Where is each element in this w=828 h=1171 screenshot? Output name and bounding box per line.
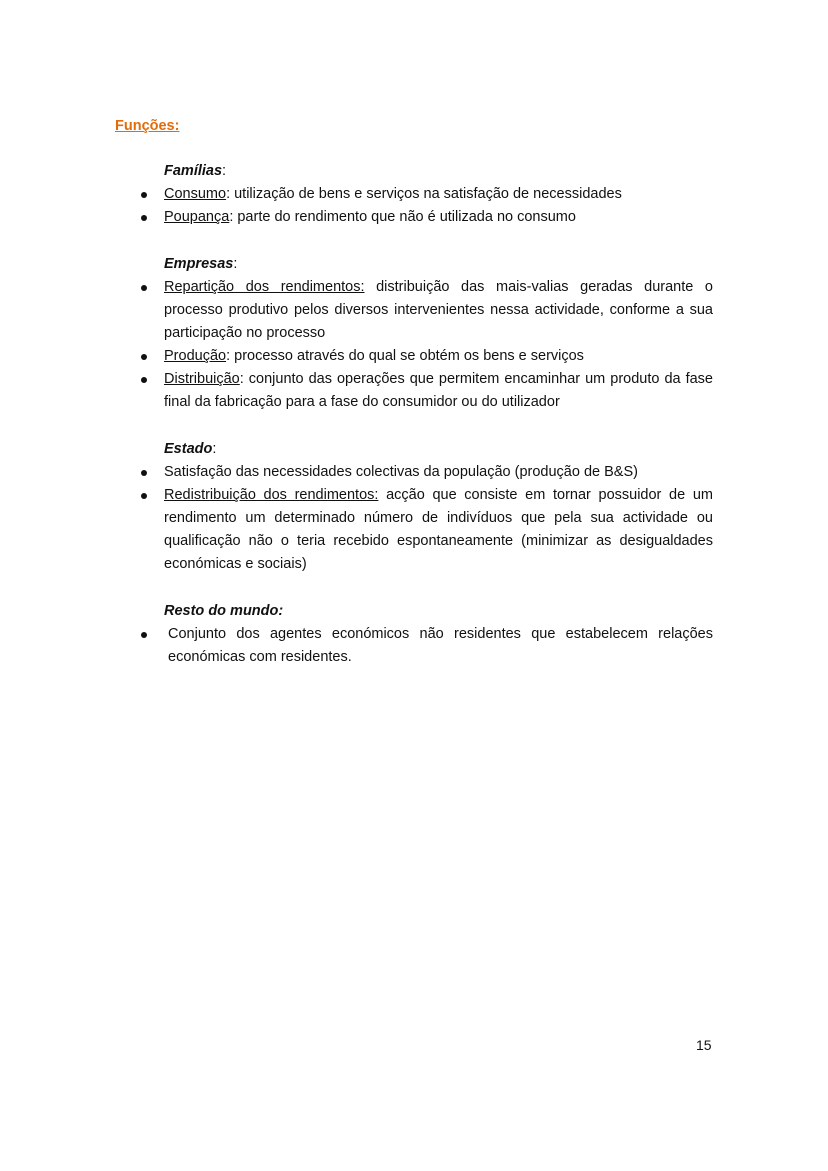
heading-empresas: Empresas: <box>164 256 238 272</box>
list-item: Satisfação das necessidades colectivas da população (produção de B&S) <box>138 461 713 484</box>
bullet-icon <box>141 192 147 198</box>
list-item: Produção: processo através do qual se obtém os bens e serviços <box>138 345 713 368</box>
bullet-icon <box>141 493 147 499</box>
list-item: Repartição dos rendimentos: distribuição das mais-valias geradas durante o processo produtivo pelos diversos intervenientes nessa actividade, conforme a sua participação no processo <box>138 276 713 345</box>
list-item: Poupança: parte do rendimento que não é utilizada no consumo <box>138 206 713 229</box>
section-estado <box>138 438 713 576</box>
heading-resto-do-mundo: Resto do mundo: <box>164 603 284 619</box>
list-item: Consumo: utilização de bens e serviços na satisfação de necessidades <box>138 183 713 206</box>
list-item: Distribuição: conjunto das operações que permitem encaminhar um produto da fase final da fabricação para a fase do consumidor ou do utilizador <box>138 368 713 414</box>
bullet-icon <box>141 285 147 291</box>
heading-familias: Famílias: <box>164 163 227 179</box>
list-item: Conjunto dos agentes económicos não residentes que estabelecem relações económicas com residentes. <box>138 623 713 669</box>
bullet-icon <box>141 632 147 638</box>
section-empresas <box>138 253 713 414</box>
bullet-icon <box>141 377 147 383</box>
heading-estado: Estado: <box>164 441 217 457</box>
section-resto-do-mundo <box>138 600 713 669</box>
section-title: Funções: <box>115 118 180 134</box>
section-familias <box>138 160 713 229</box>
bullet-icon <box>141 215 147 221</box>
bullet-icon <box>141 354 147 360</box>
page-number: 15 <box>696 1037 712 1053</box>
bullet-icon <box>141 470 147 476</box>
list-item: Redistribuição dos rendimentos: acção que consiste em tornar possuidor de um rendimento um determinado número de indivíduos que pela sua actividade ou qualificação não o teria recebido espontaneamente (minimizar as desigualdades económicas e sociais) <box>138 484 713 576</box>
